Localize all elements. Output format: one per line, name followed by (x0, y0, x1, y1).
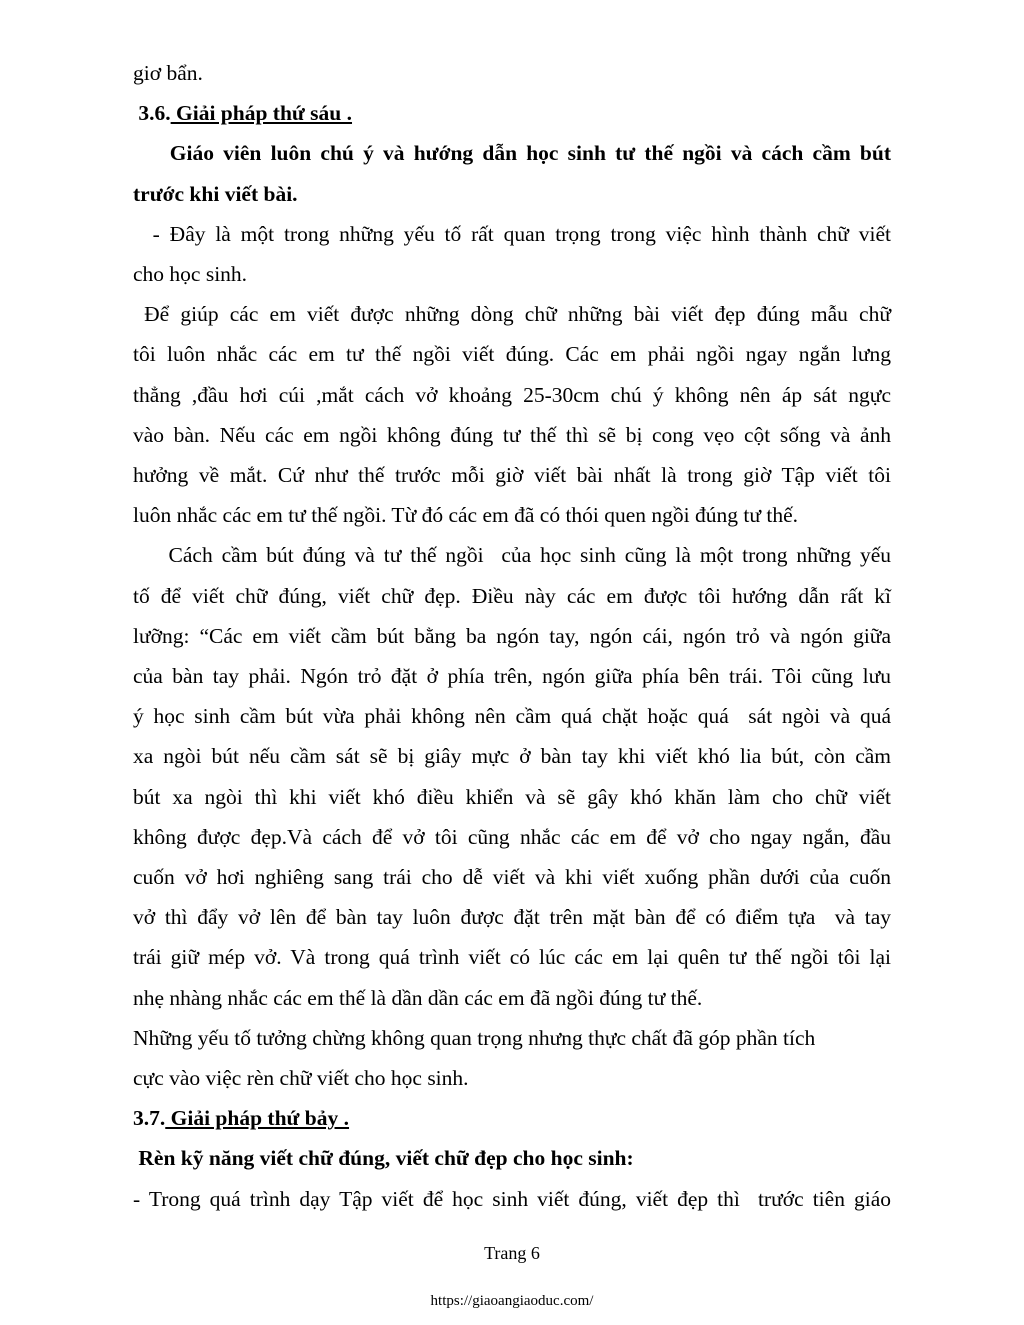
text-line: nhẹ nhàng nhắc các em thế là dần dần các em đã ngồi đúng tư thế. (133, 985, 703, 1010)
text-line: - Trong quá trình dạy Tập viết để học sinh viết đúng, viết đẹp thì trước tiên giáo (133, 1186, 891, 1211)
text-line: tôi luôn nhắc các em tư thế ngồi viết đúng. Các em phải ngồi ngay ngắn lưng (133, 342, 891, 367)
text-line: Rèn kỹ năng viết chữ đúng, viết chữ đẹp cho học sinh: (133, 1146, 634, 1171)
text-line: cho học sinh. (133, 262, 248, 286)
text-line: Giáo viên luôn chú ý và hướng dẫn học sinh tư thế ngồi và cách cầm bút (133, 141, 891, 166)
text-line: Cách cầm bút đúng và tư thế ngồi của học sinh cũng là một trong những yếu (133, 543, 892, 568)
text-line: Để giúp các em viết được những dòng chữ những bài viết đẹp đúng mẫu chữ (133, 302, 891, 327)
section-number: 3.7. (133, 1106, 166, 1131)
text-line: lưỡng: “Các em viết cầm bút bằng ba ngón tay, ngón cái, ngón trỏ và ngón giữa (133, 623, 891, 648)
text-line: Những yếu tố tưởng chừng không quan trọng nhưng thực chất đã góp phần tích (133, 1025, 816, 1050)
section-number: 3.6. (133, 101, 171, 126)
text-line: cực vào việc rèn chữ viết cho học sinh. (133, 1066, 469, 1090)
section-heading (133, 1103, 349, 1133)
text-line: thẳng ,đầu hơi cúi ,mắt cách vở khoảng 25-30cm chú ý không nên áp sát ngực (133, 382, 891, 407)
text-line: trái giữ mép vở. Và trong quá trình viết có lúc các em lại quên tư thế ngồi tôi lại (133, 945, 891, 970)
section-title: Giải pháp thứ sáu . (170, 101, 353, 126)
text-line: trước khi viết bài. (133, 181, 298, 206)
text-line: vào bàn. Nếu các em ngồi không đúng tư thế thì sẽ bị cong vẹo cột sống và ảnh (133, 422, 891, 447)
section-title: Giải pháp thứ bảy . (165, 1106, 350, 1131)
text-line: ý học sinh cầm bút vừa phải không nên cầm quá chặt hoặc quá sát ngòi và quá (133, 704, 891, 729)
text-line: tố để viết chữ đúng, viết chữ đẹp. Điều này các em được tôi hướng dẫn rất kĩ (133, 583, 891, 608)
section-heading (133, 98, 352, 128)
text-line: không được đẹp.Và cách để vở tôi cũng nhắc các em để vở cho ngay ngắn, đầu (133, 824, 891, 849)
text-line: hưởng về mắt. Cứ như thế trước mỗi giờ viết bài nhất là trong giờ Tập viết tôi (133, 463, 891, 487)
text-line: xa ngòi bút nếu cầm sát sẽ bị giây mực ở bàn tay khi viết khó lia bút, còn cầm (133, 744, 891, 769)
text-line: - Đây là một trong những yếu tố rất quan trọng trong việc hình thành chữ viết (133, 221, 891, 246)
text-line: bút xa ngòi thì khi viết khó điều khiển và sẽ gây khó khăn làm cho chữ viết (133, 784, 891, 809)
text-line: luôn nhắc các em tư thế ngồi. Từ đó các em đã có thói quen ngồi đúng tư thế. (133, 503, 799, 528)
page-number: Trang 6 (484, 1243, 540, 1263)
source-url: https://giaoangiaoduc.com/ (430, 1293, 594, 1309)
text-line: giơ bẩn. (133, 61, 203, 85)
text-line: vở thì đẩy vở lên để bàn tay luôn được đặt trên mặt bàn để có điểm tựa và tay (133, 905, 891, 930)
text-line: của bàn tay phải. Ngón trỏ đặt ở phía trên, ngón giữa phía bên trái. Tôi cũng lưu (133, 664, 891, 688)
text-line: cuốn vở hơi nghiêng sang trái cho dễ viết và khi viết xuống phần dưới của cuốn (133, 865, 891, 889)
